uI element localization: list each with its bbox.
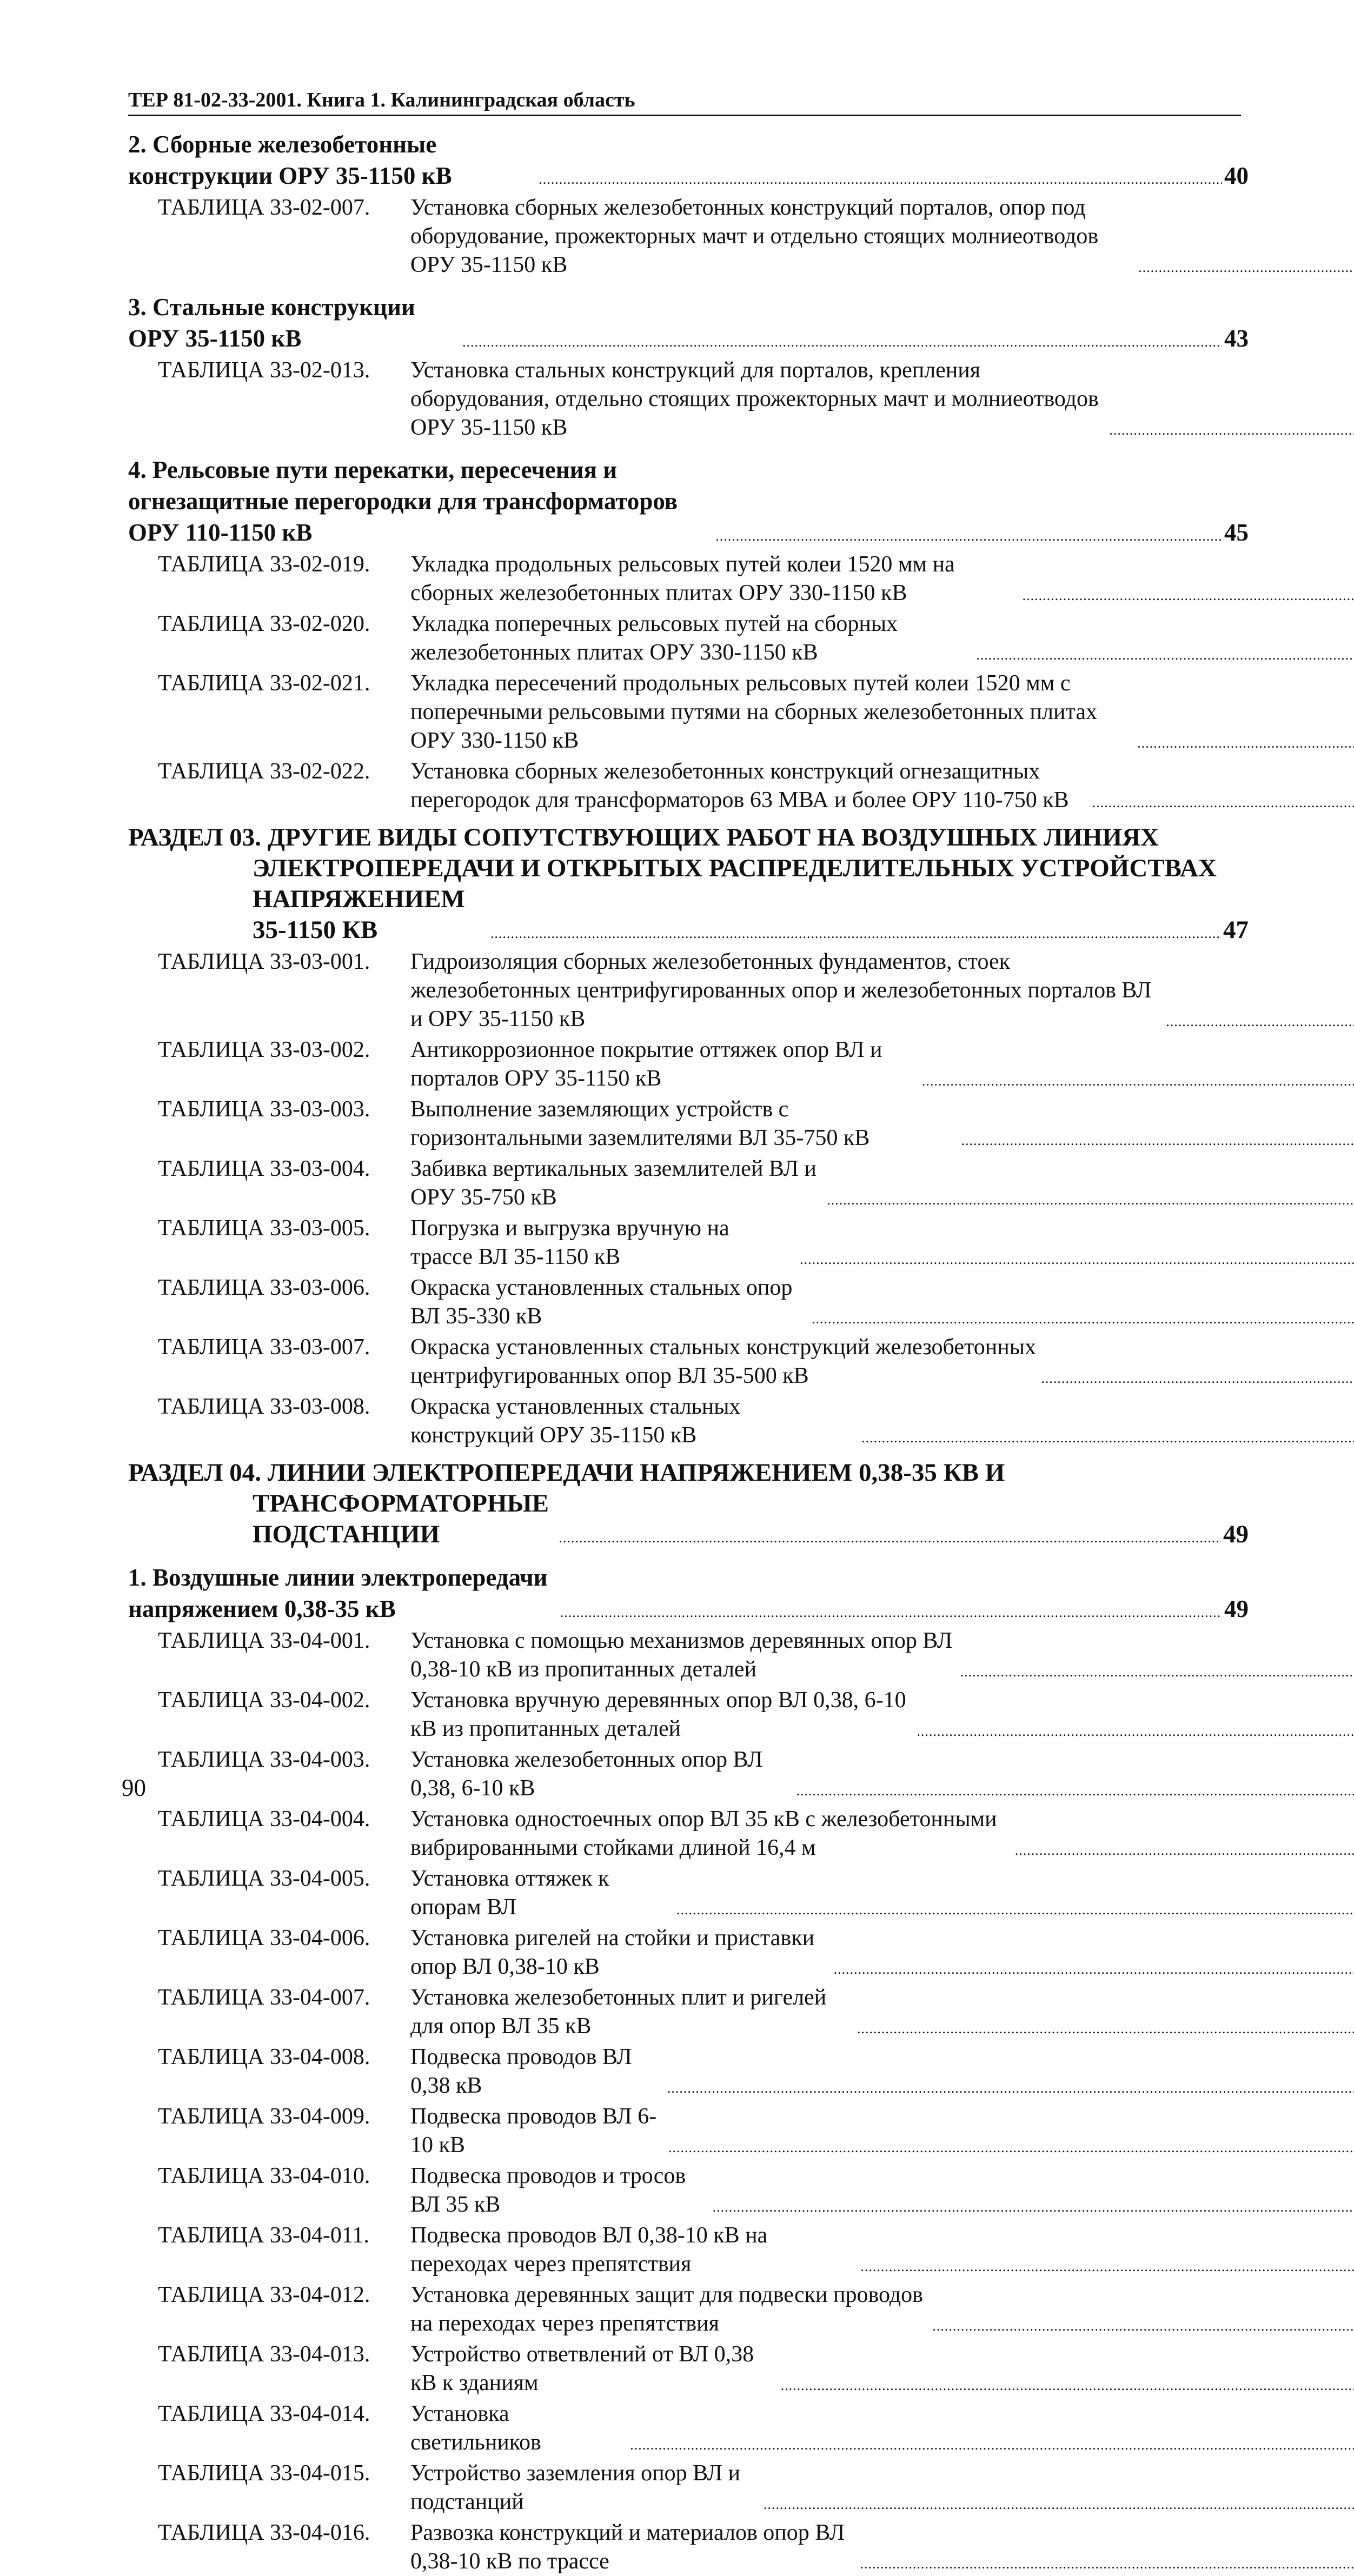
toc-entry[interactable] [128, 1627, 1249, 1684]
running-header: ТЕР 81-02-33-2001. Книга 1. Калининградская область [128, 86, 1241, 116]
table-code: ТАБЛИЦА 33-03-001. [128, 948, 410, 1034]
entry-title: Укладка пересечений продольных рельсовых путей колеи 1520 мм с поперечными рельсовыми путями на сборных железобетонных плитах ОРУ 330-1150 кВ [410, 669, 1134, 755]
toc-entry[interactable] [128, 1333, 1249, 1390]
toc-entry[interactable] [128, 1924, 1249, 1981]
toc-entry[interactable] [128, 194, 1249, 279]
entry-title: Установка оттяжек к опорам ВЛ [410, 1865, 673, 1922]
section-page-number: 49 [1224, 1593, 1249, 1625]
part-page-number: 47 [1223, 915, 1249, 946]
entry-body [410, 2043, 1354, 2100]
dot-leader [976, 650, 1354, 661]
table-code: ТАБЛИЦА 33-04-010. [128, 2162, 410, 2219]
dot-leader [490, 928, 1221, 939]
part-title-text: ЭЛЕКТРОПЕРЕДАЧИ И ОТКРЫТЫХ РАСПРЕДЕЛИТЕЛЬНЫХ УСТРОЙСТВАХ [253, 853, 1217, 884]
toc-entry[interactable] [128, 1805, 1249, 1862]
table-code: ТАБЛИЦА 33-03-005. [128, 1214, 410, 1272]
table-code: ТАБЛИЦА 33-04-016. [128, 2519, 410, 2576]
dot-leader [667, 2083, 1354, 2094]
dot-leader [539, 174, 1222, 185]
entry-body [410, 1393, 1354, 1450]
part-title-text: РАЗДЕЛ 04. ЛИНИИ ЭЛЕКТРОПЕРЕДАЧИ НАПРЯЖЕНИЕМ 0,38-35 КВ И [128, 1457, 1005, 1488]
toc-entry[interactable] [128, 1746, 1249, 1803]
toc-entry[interactable] [128, 2340, 1249, 2398]
dot-leader [668, 2142, 1354, 2153]
entry-title: Установка стальных конструкций для порталов, крепления оборудования, отдельно стоящих прожекторных мачт и молниеотводов ОРУ 35-1150 кВ [410, 356, 1106, 442]
table-code: ТАБЛИЦА 33-02-013. [128, 356, 410, 442]
dot-leader [860, 2559, 1354, 2570]
table-code: ТАБЛИЦА 33-04-003. [128, 1746, 410, 1803]
entry-title: Устройство заземления опор ВЛ и подстанций [410, 2459, 760, 2517]
table-code: ТАБЛИЦА 33-04-009. [128, 2102, 410, 2160]
part-title-text: ТРАНСФОРМАТОРНЫЕ ПОДСТАНЦИИ [253, 1488, 555, 1550]
toc-entry[interactable] [128, 1686, 1249, 1743]
dot-leader [922, 1076, 1354, 1087]
table-code: ТАБЛИЦА 33-03-006. [128, 1274, 410, 1331]
table-code: ТАБЛИЦА 33-04-011. [128, 2221, 410, 2279]
toc-entry[interactable] [128, 1095, 1249, 1153]
entry-body [410, 2459, 1354, 2517]
dot-leader [827, 1195, 1354, 1206]
toc-entry[interactable] [128, 1214, 1249, 1272]
section-page-number: 43 [1224, 323, 1249, 354]
entry-title: Установка одностоечных опор ВЛ 35 кВ с железобетонными вибрированными стойками длиной 16,4 м [410, 1805, 1012, 1862]
entry-body [410, 2102, 1354, 2160]
part-title-text: РАЗДЕЛ 03. ДРУГИЕ ВИДЫ СОПУТСТВУЮЩИХ РАБОТ НА ВОЗДУШНЫХ ЛИНИЯХ [128, 822, 1159, 853]
entry-title: Развозка конструкций и материалов опор ВЛ 0,38-10 кВ по трассе [410, 2519, 857, 2576]
table-code: ТАБЛИЦА 33-04-008. [128, 2043, 410, 2100]
entry-body [410, 1214, 1354, 1272]
section-title: 2. Сборные железобетонные конструкции ОРУ 35-1150 кВ [128, 129, 535, 191]
entry-body [410, 2519, 1354, 2576]
table-code: ТАБЛИЦА 33-04-001. [128, 1627, 410, 1684]
entry-body [410, 2400, 1354, 2457]
toc-entry[interactable] [128, 2043, 1249, 2100]
table-code: ТАБЛИЦА 33-04-012. [128, 2281, 410, 2338]
entry-title: Установка сборных железобетонных конструкций огнезащитных перегородок для трансформаторов 63 МВА и более ОРУ 110-750 кВ [410, 757, 1089, 815]
toc-entry[interactable] [128, 1155, 1249, 1212]
section-page-number: 40 [1224, 160, 1249, 191]
entry-title: Установка вручную деревянных опор ВЛ 0,38, 6-10 кВ из пропитанных деталей [410, 1686, 913, 1743]
entry-body [410, 1865, 1354, 1922]
dot-leader [1015, 1845, 1354, 1856]
entry-title: Погрузка и выгрузка вручную на трассе ВЛ 35-1150 кВ [410, 1214, 797, 1272]
entry-title: Забивка вертикальных заземлителей ВЛ и ОРУ 35-750 кВ [410, 1155, 824, 1212]
entry-body [410, 1983, 1354, 2041]
table-code: ТАБЛИЦА 33-02-021. [128, 669, 410, 755]
entry-body [410, 1274, 1354, 1331]
part-title-line [128, 1488, 1249, 1550]
part-title-line [128, 822, 1249, 853]
entry-body [410, 948, 1354, 1034]
dot-leader [715, 531, 1222, 542]
table-code: ТАБЛИЦА 33-03-007. [128, 1333, 410, 1390]
entry-title: Установка светильников [410, 2400, 627, 2457]
entry-title: Гидроизоляция сборных железобетонных фундаментов, стоек железобетонных центрифугированных опор и железобетонных порталов ВЛ и ОРУ 35-1150 кВ [410, 948, 1163, 1034]
entry-body [410, 1095, 1354, 1153]
entry-body [410, 550, 1354, 608]
entry-title: Укладка поперечных рельсовых путей на сборных железобетонных плитах ОРУ 330-1150 кВ [410, 610, 973, 667]
dot-leader [1023, 590, 1354, 601]
table-code: ТАБЛИЦА 33-03-002. [128, 1036, 410, 1093]
entry-body [410, 2162, 1354, 2219]
dot-leader [630, 2440, 1354, 2451]
entry-title: Подвеска проводов ВЛ 0,38 кВ [410, 2043, 664, 2100]
entry-title: Окраска установленных стальных конструкций железобетонных центрифугированных опор ВЛ 35-500 кВ [410, 1333, 1038, 1390]
entry-title: Установка деревянных защит для подвески проводов на переходах через препятствия [410, 2281, 929, 2338]
toc-entry[interactable] [128, 948, 1249, 1034]
table-code: ТАБЛИЦА 33-04-014. [128, 2400, 410, 2457]
part-title-line [128, 1457, 1249, 1488]
dot-leader [1109, 425, 1354, 436]
entry-title: Подвеска проводов ВЛ 0,38-10 кВ на переходах через препятствия [410, 2221, 857, 2279]
toc-entry[interactable] [128, 1393, 1249, 1450]
entry-body [410, 1036, 1354, 1093]
table-code: ТАБЛИЦА 33-02-022. [128, 757, 410, 815]
entry-title: Установка железобетонных опор ВЛ 0,38, 6-10 кВ [410, 1746, 793, 1803]
entry-body [410, 1155, 1354, 1212]
toc-entry[interactable] [128, 2281, 1249, 2338]
dot-leader [861, 1433, 1354, 1443]
entry-title: Укладка продольных рельсовых путей колеи 1520 мм на сборных железобетонных плитах ОРУ 330-1150 кВ [410, 550, 1019, 608]
entry-body [410, 194, 1354, 279]
entry-title: Установка с помощью механизмов деревянных опор ВЛ 0,38-10 кВ из пропитанных деталей [410, 1627, 957, 1684]
dot-leader [812, 1314, 1354, 1324]
toc-entry[interactable] [128, 1274, 1249, 1331]
toc-entry[interactable] [128, 1865, 1249, 1922]
entry-body [410, 2221, 1354, 2279]
table-code: ТАБЛИЦА 33-02-019. [128, 550, 410, 608]
toc-entry[interactable] [128, 2102, 1249, 2160]
section-title: 4. Рельсовые пути перекатки, пересечения и огнезащитные перегородки для трансформаторов ОРУ 110-1150 кВ [128, 454, 712, 548]
entry-title: Выполнение заземляющих устройств с горизонтальными заземлителями ВЛ 35-750 кВ [410, 1095, 958, 1153]
toc-section-heading[interactable] [128, 454, 1249, 548]
dot-leader [1092, 797, 1354, 808]
toc-section-heading[interactable] [128, 1562, 1249, 1625]
entry-title: Антикоррозионное покрытие оттяжек опор ВЛ и порталов ОРУ 35-1150 кВ [410, 1036, 919, 1093]
toc-part-heading[interactable] [128, 1457, 1249, 1550]
toc-entry[interactable] [128, 669, 1249, 755]
entry-body [410, 669, 1354, 755]
entry-title: Подвеска проводов и тросов ВЛ 35 кВ [410, 2162, 709, 2219]
dot-leader [764, 2499, 1354, 2510]
dot-leader [932, 2321, 1354, 2332]
page-number: 90 [122, 1774, 146, 1801]
part-page-number: 49 [1223, 1519, 1249, 1550]
entry-body [410, 757, 1354, 815]
dot-leader [1137, 738, 1354, 749]
part-title-text: НАПРЯЖЕНИЕМ 35-1150 КВ [253, 884, 487, 946]
dot-leader [800, 1254, 1354, 1265]
table-code: ТАБЛИЦА 33-04-002. [128, 1686, 410, 1743]
toc-section-heading[interactable] [128, 129, 1249, 191]
part-title-line [128, 853, 1249, 884]
entry-body [410, 1924, 1354, 1981]
entry-title: Установка сборных железобетонных конструкций порталов, опор под оборудование, прожекторных мачт и отдельно стоящих молниеотводов ОРУ 35-1150 кВ [410, 194, 1135, 279]
table-of-contents [128, 129, 1249, 2576]
entry-body [410, 1333, 1354, 1390]
dot-leader [857, 2023, 1354, 2034]
entry-title: Окраска установленных стальных опор ВЛ 35-330 кВ [410, 1274, 808, 1331]
entry-body [410, 1686, 1354, 1743]
toc-entry[interactable] [128, 2162, 1249, 2219]
entry-body [410, 1746, 1354, 1803]
toc-entry[interactable] [128, 2221, 1249, 2279]
entry-body [410, 610, 1354, 667]
dot-leader [1041, 1373, 1354, 1384]
section-title: 1. Воздушные линии электропередачи напряжением 0,38-35 кВ [128, 1562, 557, 1625]
toc-entry[interactable] [128, 757, 1249, 815]
entry-title: Установка железобетонных плит и ригелей для опор ВЛ 35 кВ [410, 1983, 854, 2041]
toc-entry[interactable] [128, 356, 1249, 442]
dot-leader [1166, 1016, 1354, 1027]
dot-leader [559, 1533, 1221, 1543]
entry-body [410, 356, 1354, 442]
part-title-line [128, 884, 1249, 946]
entry-title: Устройство ответвлений от ВЛ 0,38 кВ к зданиям [410, 2340, 778, 2398]
dot-leader [713, 2202, 1354, 2213]
dot-leader [960, 1667, 1354, 1678]
table-code: ТАБЛИЦА 33-04-006. [128, 1924, 410, 1981]
table-code: ТАБЛИЦА 33-02-007. [128, 194, 410, 279]
dot-leader [676, 1905, 1354, 1915]
dot-leader [1138, 262, 1354, 273]
table-code: ТАБЛИЦА 33-04-004. [128, 1805, 410, 1862]
section-page-number: 45 [1224, 517, 1249, 548]
dot-leader [917, 1726, 1354, 1737]
toc-entry[interactable] [128, 1983, 1249, 2041]
table-code: ТАБЛИЦА 33-03-008. [128, 1393, 410, 1450]
toc-part-heading[interactable] [128, 822, 1249, 946]
dot-leader [781, 2380, 1354, 2391]
section-title: 3. Стальные конструкции ОРУ 35-1150 кВ [128, 291, 459, 354]
dot-leader [560, 1607, 1222, 1618]
toc-entry[interactable] [128, 610, 1249, 667]
entry-body [410, 2340, 1354, 2398]
dot-leader [834, 1964, 1354, 1975]
entry-body [410, 1805, 1354, 1862]
entry-title: Установка ригелей на стойки и приставки опор ВЛ 0,38-10 кВ [410, 1924, 831, 1981]
toc-entry[interactable] [128, 2459, 1249, 2517]
entry-title: Окраска установленных стальных конструкций ОРУ 35-1150 кВ [410, 1393, 858, 1450]
dot-leader [961, 1135, 1354, 1146]
entry-body [410, 1627, 1354, 1684]
table-code: ТАБЛИЦА 33-04-007. [128, 1983, 410, 2041]
toc-entry[interactable] [128, 2400, 1249, 2457]
dot-leader [796, 1786, 1354, 1796]
table-code: ТАБЛИЦА 33-02-020. [128, 610, 410, 667]
table-code: ТАБЛИЦА 33-03-003. [128, 1095, 410, 1153]
toc-entry[interactable] [128, 2519, 1249, 2576]
table-code: ТАБЛИЦА 33-04-005. [128, 1865, 410, 1922]
entry-body [410, 2281, 1354, 2338]
entry-title: Подвеска проводов ВЛ 6-10 кВ [410, 2102, 665, 2160]
toc-entry[interactable] [128, 550, 1249, 608]
table-code: ТАБЛИЦА 33-04-013. [128, 2340, 410, 2398]
toc-section-heading[interactable] [128, 291, 1249, 354]
dot-leader [462, 337, 1222, 348]
dot-leader [860, 2261, 1354, 2272]
toc-entry[interactable] [128, 1036, 1249, 1093]
table-code: ТАБЛИЦА 33-03-004. [128, 1155, 410, 1212]
table-code: ТАБЛИЦА 33-04-015. [128, 2459, 410, 2517]
